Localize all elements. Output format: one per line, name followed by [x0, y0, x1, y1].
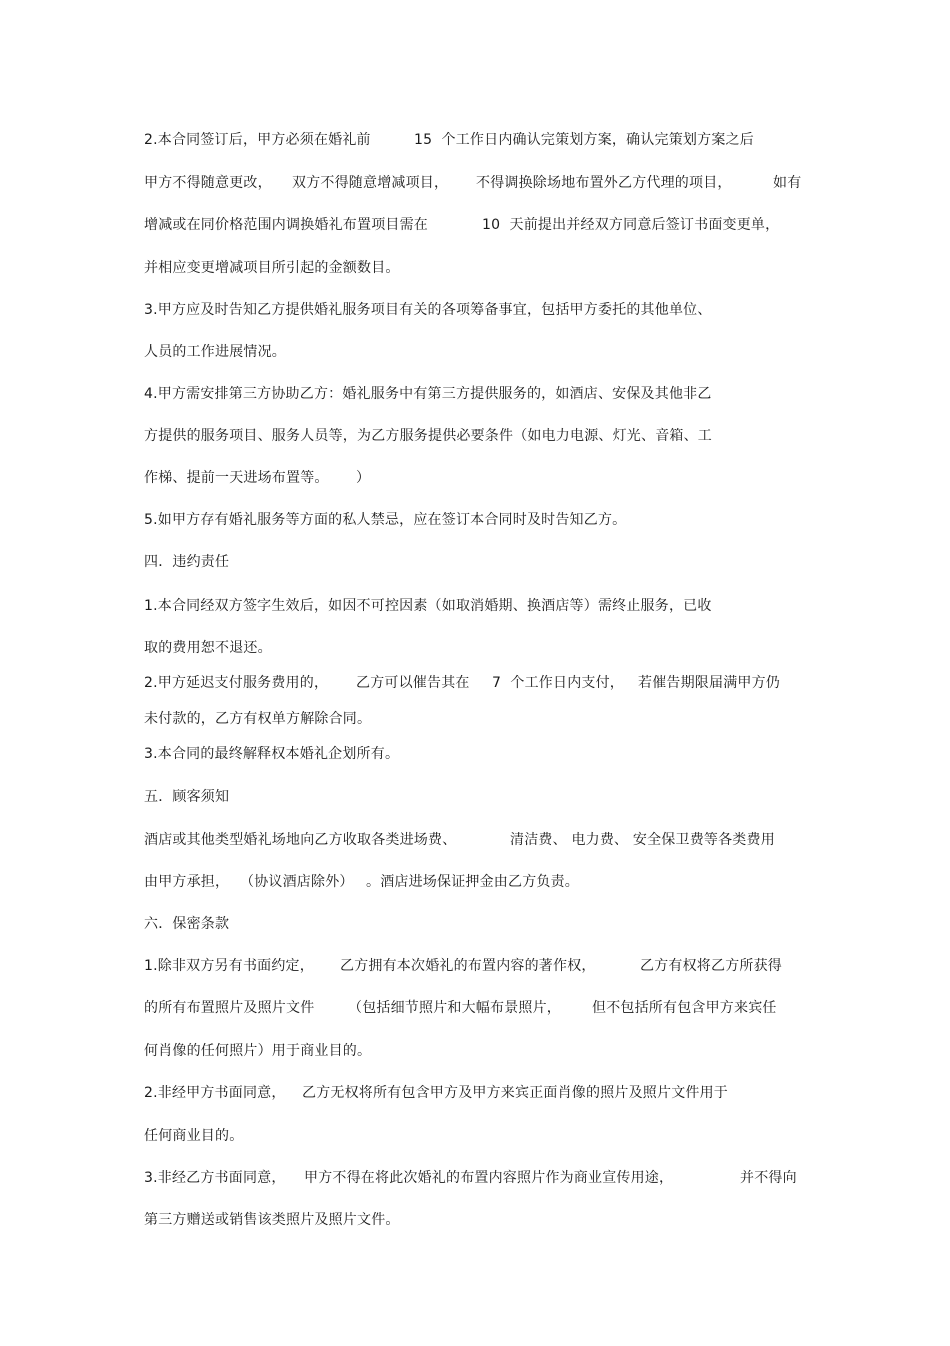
- text-segment: 。酒店进场保证押金由乙方负责。: [366, 874, 579, 890]
- text-line-27: [144, 1211, 400, 1265]
- text-segment: 若催告期限届满甲方仍: [638, 675, 780, 691]
- text-segment: 如有: [773, 175, 802, 191]
- text-segment: 乙方有权将乙方所获得: [640, 958, 782, 974]
- text-segment: 作梯、提前一天进场布置等。: [144, 470, 329, 486]
- text-segment: 15 个工作日内确认完策划方案，确认完策划方案之后: [414, 132, 754, 148]
- text-segment: 甲方不得随意更改，: [144, 175, 272, 191]
- text-segment: 2.甲方延迟支付服务费用的，: [144, 675, 329, 691]
- text-segment: 五．顾客须知: [144, 789, 230, 805]
- text-segment: 3.非经乙方书面同意，: [144, 1170, 286, 1186]
- text-segment: 由甲方承担，: [144, 874, 230, 890]
- text-segment: 3.本合同的最终解释权本婚礼企划所有。: [144, 746, 400, 762]
- text-segment: 增减或在同价格范围内调换婚礼布置项目需在: [144, 217, 428, 233]
- text-segment: （包括细节照片和大幅布景照片，: [348, 1000, 561, 1016]
- text-segment: 第三方赠送或销售该类照片及照片文件。: [144, 1212, 400, 1228]
- text-segment: 甲方不得在将此次婚礼的布置内容照片作为商业宣传用途，: [304, 1170, 674, 1186]
- text-segment: 酒店或其他类型婚礼场地向乙方收取各类进场费、: [144, 832, 457, 848]
- text-segment: 方提供的服务项目、服务人员等，为乙方服务提供必要条件（如电力电源、灯光、音箱、工: [144, 428, 712, 444]
- text-segment: 并不得向: [740, 1170, 797, 1186]
- text-segment: 未付款的，乙方有权单方解除合同。: [144, 711, 372, 727]
- text-segment: 1.本合同经双方签字生效后，如因不可控因素（如取消婚期、换酒店等）需终止服务，已收: [144, 598, 712, 614]
- text-segment: 清洁费、 电力费、 安全保卫费等各类费用: [510, 832, 775, 848]
- text-segment: 任何商业目的。: [144, 1128, 244, 1144]
- text-segment: 四．违约责任: [144, 554, 230, 570]
- text-segment: 10 天前提出并经双方同意后签订书面变更单，: [482, 217, 780, 233]
- text-segment: 7 个工作日内支付，: [492, 675, 625, 691]
- text-segment: 并相应变更增减项目所引起的金额数目。: [144, 260, 400, 276]
- text-segment: 六．保密条款: [144, 916, 230, 932]
- text-segment: 乙方拥有本次婚礼的布置内容的著作权，: [340, 958, 596, 974]
- text-segment: 乙方可以催告其在: [356, 675, 470, 691]
- text-segment: 不得调换除场地布置外乙方代理的项目，: [476, 175, 732, 191]
- text-segment: 4.甲方需安排第三方协助乙方：婚礼服务中有第三方提供服务的，如酒店、安保及其他非乙: [144, 386, 712, 402]
- text-segment: 但不包括所有包含甲方来宾任: [592, 1000, 777, 1016]
- text-segment: 5.如甲方存有婚礼服务等方面的私人禁忌，应在签订本合同时及时告知乙方。: [144, 512, 627, 528]
- text-segment: 乙方无权将所有包含甲方及甲方来宾正面肖像的照片及照片文件用于: [302, 1085, 728, 1101]
- text-segment: 3.甲方应及时告知乙方提供婚礼服务项目有关的各项筹备事宜，包括甲方委托的其他单位、: [144, 302, 712, 318]
- text-segment: 人员的工作进展情况。: [144, 344, 286, 360]
- text-segment: （协议酒店除外）: [240, 874, 354, 890]
- text-segment: 2.本合同签订后，甲方必须在婚礼前: [144, 132, 371, 148]
- text-segment: 取的费用恕不退还。: [144, 640, 272, 656]
- text-segment: 双方不得随意增减项目，: [292, 175, 449, 191]
- text-segment: 何肖像的任何照片）用于商业目的。: [144, 1043, 372, 1059]
- text-segment: 的所有布置照片及照片文件: [144, 1000, 315, 1016]
- text-segment: 1.除非双方另有书面约定，: [144, 958, 314, 974]
- text-segment: ）: [356, 470, 371, 486]
- text-segment: 2.非经甲方书面同意，: [144, 1085, 286, 1101]
